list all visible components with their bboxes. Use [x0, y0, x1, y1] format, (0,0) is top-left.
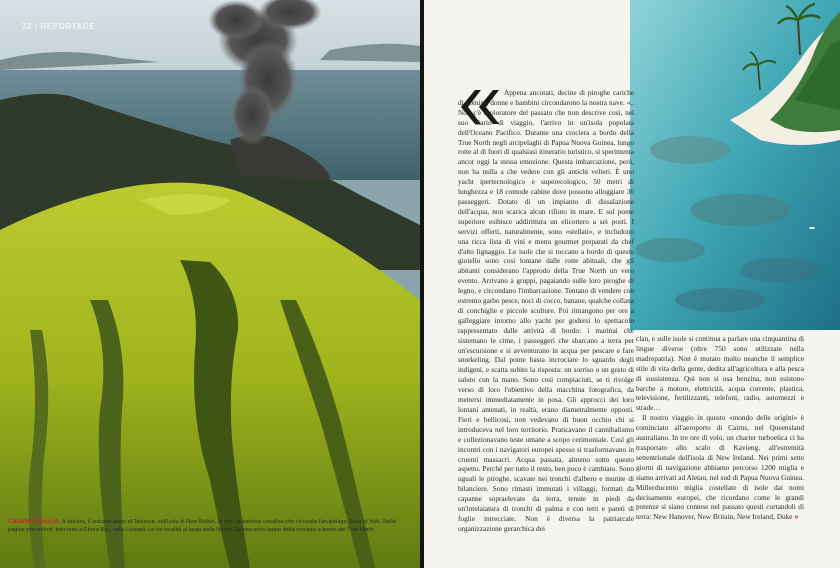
page-number: 72: [22, 22, 32, 31]
caption-text: A sinistra, il vulcano attivo di Tavurvur, sull'isola di New Britain. In alto, la barriera corallina che circonda l'arcipelago Duke of York. Nelle pagine precedenti, tramonto a Ebora Bay, nelle Luisiadi. Le tre località al largo della Nuova Guinea sono tappe della crociera a bordo del True North.: [8, 519, 396, 533]
atoll-beach-photo: [630, 0, 840, 330]
article-paragraph: [636, 413, 804, 523]
continue-mark: »: [794, 514, 799, 522]
article-paragraph: Appena ancorati, decine di piroghe cariche di uomini, donne e bambini circondarono la nostra nave. «.. Non c'è esploratore del passato che non descrive così, nel suo diario di viaggio, l'arrivo in un'isola popolata dell'Oceano Pacifico. Durante una crociera a bordo della True North negli arcipelaghi di Papua Nuova Guinea, lungo rotte al di fuori di qualsiasi itinerario turistico, si sperimenta ancor oggi la stessa emozione. Questa imbarcazione, però, non ha nulla a che vedere con gli antichi velieri. È uno yacht ipertecnologico e superecologico, 50 metri di lunghezza e 18 comode cabine dove possono alloggiare 36 passeggeri. Dotato di un impianto di dissalazione dell'acqua, non scarica alcun rifiuto in mare. E sul ponte superiore esibisce addirittura un elicottero a sei posti. I servizi offerti, naturalmente, sono «stellati», e includono una ricca lista di vini e menu gourmet preparati da chef d'alto lignaggio. Le isole che si toccano a bordo di questo gioiello sono così lontane dalle rotte abituali, che gli abitanti considerano l'approdo della True North un vero evento. Arrivano a gruppi, pagaiando sulle loro piroghe di legno, e circondano l'imbarcazione. Tentano di vendere con estremo garbo pesce, noci di cocco, banane, qualche collana di conchiglie e piccole sculture. Poi rimangono per ore a galleggiare intorno allo yacht per godersi lo spettacolo rappresentato dalle attività di bordo: i marinai che sistemano le cime, i passeggeri che sbarcano a terra per un'escursione e si avventurano in acqua per pescare e fare snorkeling. Dal ponte basta incrociare lo sguardo degli indigeni, e scatta subito la risposta: un sorriso o un gesto di saluto con la mano. Sono così compiaciuti, se ti rivolge verso di loro l'obiettivo della macchina fotografica, da mettersi immediatamente in posa. Gli approcci dei loro lontani antenati, in realtà, erano diametralmente opposti. Fieri e bellicosi, non vedevano di buon occhio chi si introduceva nel loro territorio. Praticavano il cannibalismo e collezionavano teste umane a scopo cerimoniale. Così gli incontri con i navigatori europei spesso si trasformavano in cruenti massacri. Acqua passata, almeno sotto questo aspetto. Perché per tutto il resto, ben poco è cambiato. Sono uguali le piroghe, scavate nei tronchi d'albero e munite di bilanciere. Sono rimasti immutati i villaggi, formati da capanne sopraelevate da terra, tenute in piedi da un'intelaiatura di tronchi di palma e con tetti e pareti di foglie intrecciate. Non è diversa la patriarcale organizzazione gerarchica dei: [458, 88, 634, 533]
folio-separator: |: [34, 22, 38, 31]
article-column-1: [458, 88, 634, 534]
right-page: [424, 0, 840, 568]
article-paragraph: clan, e sulle isole si continua a parlare una cinquantina di lingue diverse (oltre 750 sono utilizzate nella madrepatria). Non è mutato molto neanche il semplice stile di vita della gente, dedita all'agricoltura e alla pesca di sussistenza. Qui non si usa benzina, non esistono barche a motore, elettricità, acqua corrente, plastica, televisione, fertilizzanti, telefoni, radio, automezzi e strade…: [636, 334, 804, 413]
page-folio: [22, 22, 95, 31]
caption-title: Carattere focoso: [8, 518, 59, 525]
photo-caption: [8, 518, 398, 534]
article-column-2: [636, 334, 804, 523]
section-label: REPORTAGE: [40, 22, 96, 31]
article-paragraph-text: Il nostro viaggio in questo «mondo delle origini» è cominciato all'aeroporto di Cairns, nel Queensland australiano. In tre ore di volo, un charter turboelica ci ha trasportato allo scalo di Kavieng, all'estremità settentrionale dell'isola di New Ireland. Nei primi sette giorni di navigazione abbiamo percorso 1200 miglia e siamo arrivati ad Aletau, nel sud di Papua Nuova Guinea. Millecducento miglia costellate di isole dai nomi decisamente europei, che ricordano come le grandi potenze si siano contese nel passato questi cortandoli di terra: New Hanover, New Britain, New Ireland, Duke: [636, 413, 804, 522]
